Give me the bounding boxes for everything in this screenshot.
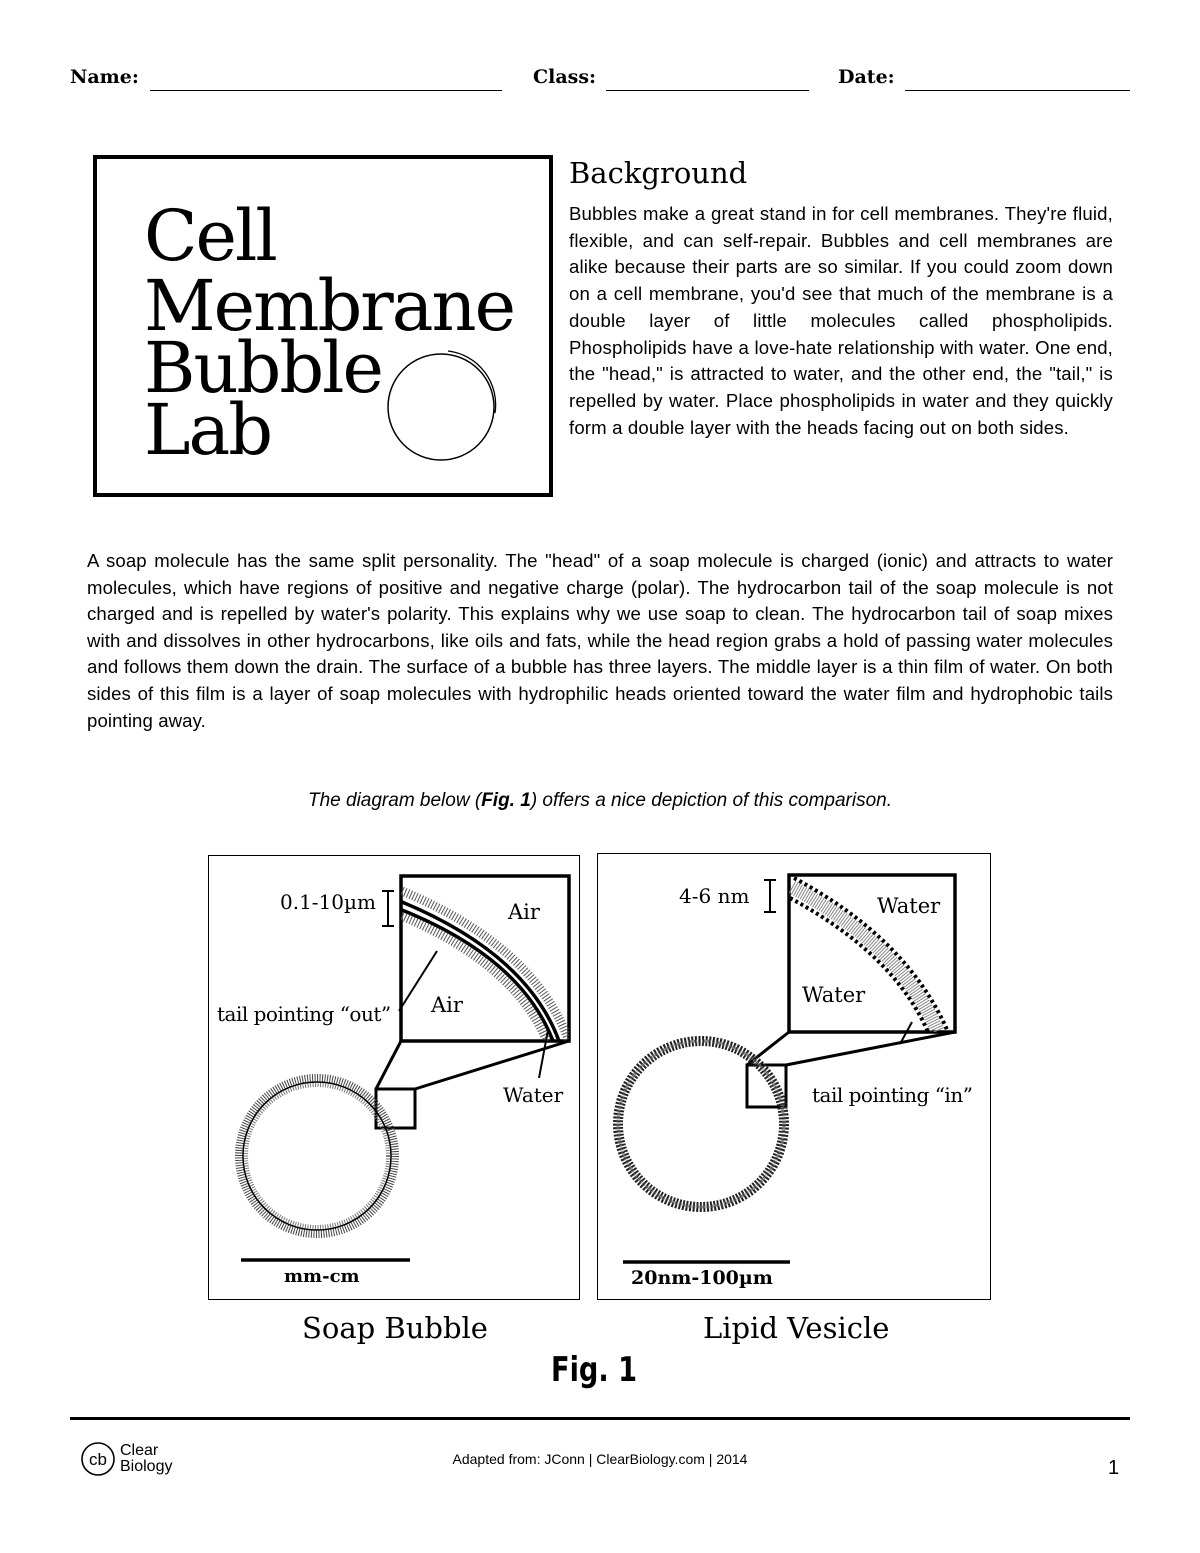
class-line[interactable] [606, 90, 809, 91]
date-line[interactable] [905, 90, 1130, 91]
lipid-water-outer-label: Water [877, 894, 941, 918]
body-paragraph: A soap molecule has the same split personality. The "head" of a soap molecule is charged (ionic) and attracts to water molecules, which have regions of positive and negative charge (polar). The hydrocarbon tail of the soap molecule is not charged and is repelled by water's polarity. This explains why we use soap to clean. The hydrocarbon tail of soap mixes with and dissolves in other hydrocarbons, like oils and fats, while the head region grabs a hold of passing water molecules and follows them down the drain. The surface of a bubble has three layers. The middle layer is a thin film of water. On both sides of this film is a layer of soap molecules with hydrophilic heads oriented toward the water film and hydrophobic tails pointing away. [87, 550, 1113, 731]
logo-word-clear: Clear [120, 1442, 159, 1459]
lipid-vesicle-panel [597, 853, 991, 1300]
lipid-vesicle-title: Lipid Vesicle [703, 1311, 890, 1345]
soap-tail-label: tail pointing “out” [217, 1002, 391, 1026]
caption-after: ) offers a nice depiction of this comparison. [530, 790, 892, 811]
title-line-3: Bubble [144, 327, 382, 409]
name-line[interactable] [150, 90, 502, 91]
title-line-1: Cell [144, 195, 276, 277]
logo-word-biology: Biology [120, 1458, 173, 1475]
soap-water-label: Water [503, 1083, 564, 1107]
soap-air-outer-label: Air [508, 900, 540, 924]
bubble-icon [383, 345, 505, 467]
name-label: Name: [70, 66, 139, 88]
caption-fig-ref: Fig. 1 [481, 790, 531, 811]
footer-divider [70, 1417, 1130, 1420]
footer-credit: Adapted from: JConn | ClearBiology.com | 2014 [452, 1451, 748, 1467]
soap-scale-label: mm-cm [284, 1266, 360, 1287]
soap-thickness-label: 0.1-10µm [280, 890, 376, 914]
background-heading: Background [569, 156, 748, 190]
lipid-water-inner-label: Water [802, 983, 866, 1007]
background-paragraph: Bubbles make a great stand in for cell membranes. They're fluid, flexible, and can self-repair. Bubbles and cell membranes are alike because their parts are so similar. If you could zoom down on a cell membrane, you'd see that much of the membrane is a double layer of little molecules called phospholipids. Phospholipids have a love-hate relationship with water. One end, the "head," is attracted to water, and the other end, the "tail," is repelled by water. Place phospholipids in water and they quickly form a double layer with the heads facing out on both sides. [569, 203, 1113, 438]
figure-label: Fig. 1 [551, 1350, 638, 1390]
lipid-vesicle-diagram [598, 854, 990, 1299]
figure-caption [0, 790, 1200, 812]
caption-before: The diagram below ( [307, 790, 482, 811]
soap-air-inner-label: Air [431, 993, 463, 1017]
date-label: Date: [838, 66, 895, 88]
soap-bubble-title: Soap Bubble [302, 1311, 488, 1345]
title-box [93, 155, 553, 497]
class-label: Class: [533, 66, 597, 88]
lipid-thickness-label: 4-6 nm [679, 884, 750, 908]
lipid-tail-label: tail pointing “in” [812, 1083, 973, 1107]
soap-bubble-panel [208, 855, 580, 1300]
logo-mark-text: cb [89, 1450, 107, 1469]
title-line-2: Membrane [144, 265, 514, 347]
page-number: 1 [1108, 1457, 1120, 1479]
lipid-scale-label: 20nm-100µm [631, 1267, 773, 1289]
title-line-4: Lab [144, 389, 272, 471]
